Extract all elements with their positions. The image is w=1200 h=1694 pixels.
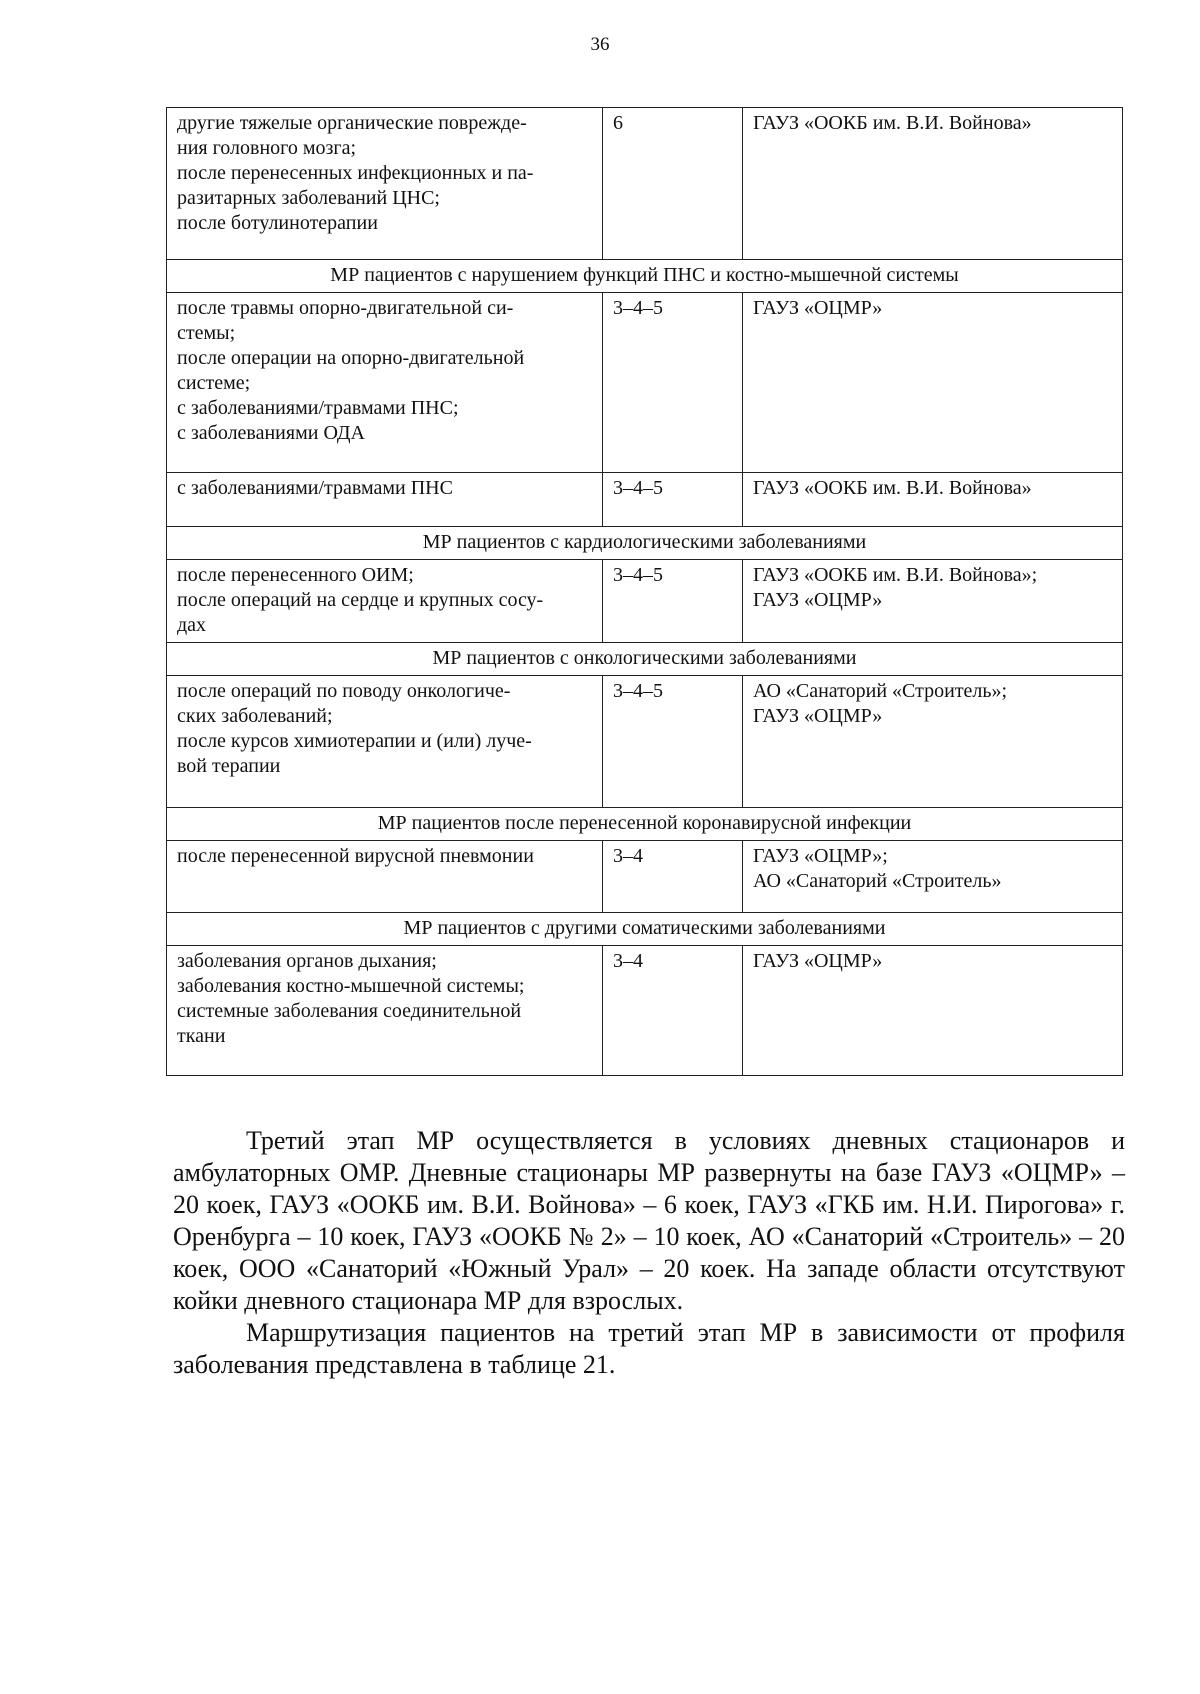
section-header-row	[167, 808, 1123, 841]
section-title: МР пациентов с кардиологическими заболеваниями	[167, 527, 1123, 560]
facility-cell: ГАУЗ «ООКБ им. В.И. Войнова»	[743, 473, 1123, 527]
table-row	[167, 473, 1123, 527]
facility-cell: ГАУЗ «ООКБ им. В.И. Войнова»	[743, 108, 1123, 260]
section-title: МР пациентов после перенесенной коронавирусной инфекции	[167, 808, 1123, 841]
condition-cell: другие тяжелые органические поврежде- ния головного мозга; после перенесенных инфекционных и па- разитарных заболеваний ЦНС; после ботулинотерапии	[167, 108, 603, 260]
rehab-scale-cell: 3–4	[603, 841, 743, 913]
section-header-row	[167, 913, 1123, 946]
body-text	[173, 1125, 1125, 1381]
section-title: МР пациентов с онкологическими заболеваниями	[167, 643, 1123, 676]
page-number: 36	[590, 34, 610, 55]
condition-cell: с заболеваниями/травмами ПНС	[167, 473, 603, 527]
rehab-scale-cell: 3–4–5	[603, 293, 743, 473]
rehab-scale-cell: 3–4–5	[603, 473, 743, 527]
paragraph: Маршрутизация пациентов на третий этап МР в зависимости от профиля заболевания представлена в таблице 21.	[173, 1318, 1125, 1379]
facility-cell: ГАУЗ «ООКБ им. В.И. Войнова»; ГАУЗ «ОЦМР»	[743, 560, 1123, 643]
paragraph: Третий этап МР осуществляется в условиях дневных стационаров и амбулаторных ОМР. Дневные стационары МР развернуты на базе ГАУЗ «ОЦМР» – 20 коек, ГАУЗ «ООКБ им. В.И. Войнова» – 6 коек, ГАУЗ «ГКБ им. Н.И. Пирогова» г. Оренбурга – 10 коек, ГАУЗ «ООКБ № 2» – 10 коек, АО «Санаторий «Строитель» – 20 коек, ООО «Санаторий «Южный Урал» – 20 коек. На западе области отсутствуют койки дневного стационара МР для взрослых.	[173, 1126, 1125, 1315]
rehab-scale-cell: 3–4–5	[603, 676, 743, 808]
facility-cell: ГАУЗ «ОЦМР»	[743, 946, 1123, 1076]
section-header-row	[167, 260, 1123, 293]
table-row	[167, 293, 1123, 473]
condition-cell: после операций по поводу онкологиче- ских заболеваний; после курсов химиотерапии и (или) луче- вой терапии	[167, 676, 603, 808]
facility-cell: ГАУЗ «ОЦМР»	[743, 293, 1123, 473]
rehab-scale-cell: 3–4–5	[603, 560, 743, 643]
table-row	[167, 676, 1123, 808]
routing-table	[166, 107, 1123, 1076]
section-title: МР пациентов с нарушением функций ПНС и костно-мышечной системы	[167, 260, 1123, 293]
section-header-row	[167, 643, 1123, 676]
condition-cell: заболевания органов дыхания; заболевания костно-мышечной системы; системные заболевания соединительной ткани	[167, 946, 603, 1076]
table-row	[167, 946, 1123, 1076]
table-row	[167, 560, 1123, 643]
condition-cell: после травмы опорно-двигательной си- стемы; после операции на опорно-двигательной системе; с заболеваниями/травмами ПНС; с заболеваниями ОДА	[167, 293, 603, 473]
table-row	[167, 841, 1123, 913]
section-header-row	[167, 527, 1123, 560]
facility-cell: ГАУЗ «ОЦМР»; АО «Санаторий «Строитель»	[743, 841, 1123, 913]
condition-cell: после перенесенного ОИМ; после операций на сердце и крупных сосу- дах	[167, 560, 603, 643]
rehab-scale-cell: 3–4	[603, 946, 743, 1076]
rehab-scale-cell: 6	[603, 108, 743, 260]
table-row	[167, 108, 1123, 260]
facility-cell: АО «Санаторий «Строитель»; ГАУЗ «ОЦМР»	[743, 676, 1123, 808]
table-body	[167, 108, 1123, 1076]
condition-cell: после перенесенной вирусной пневмонии	[167, 841, 603, 913]
section-title: МР пациентов с другими соматическими заболеваниями	[167, 913, 1123, 946]
